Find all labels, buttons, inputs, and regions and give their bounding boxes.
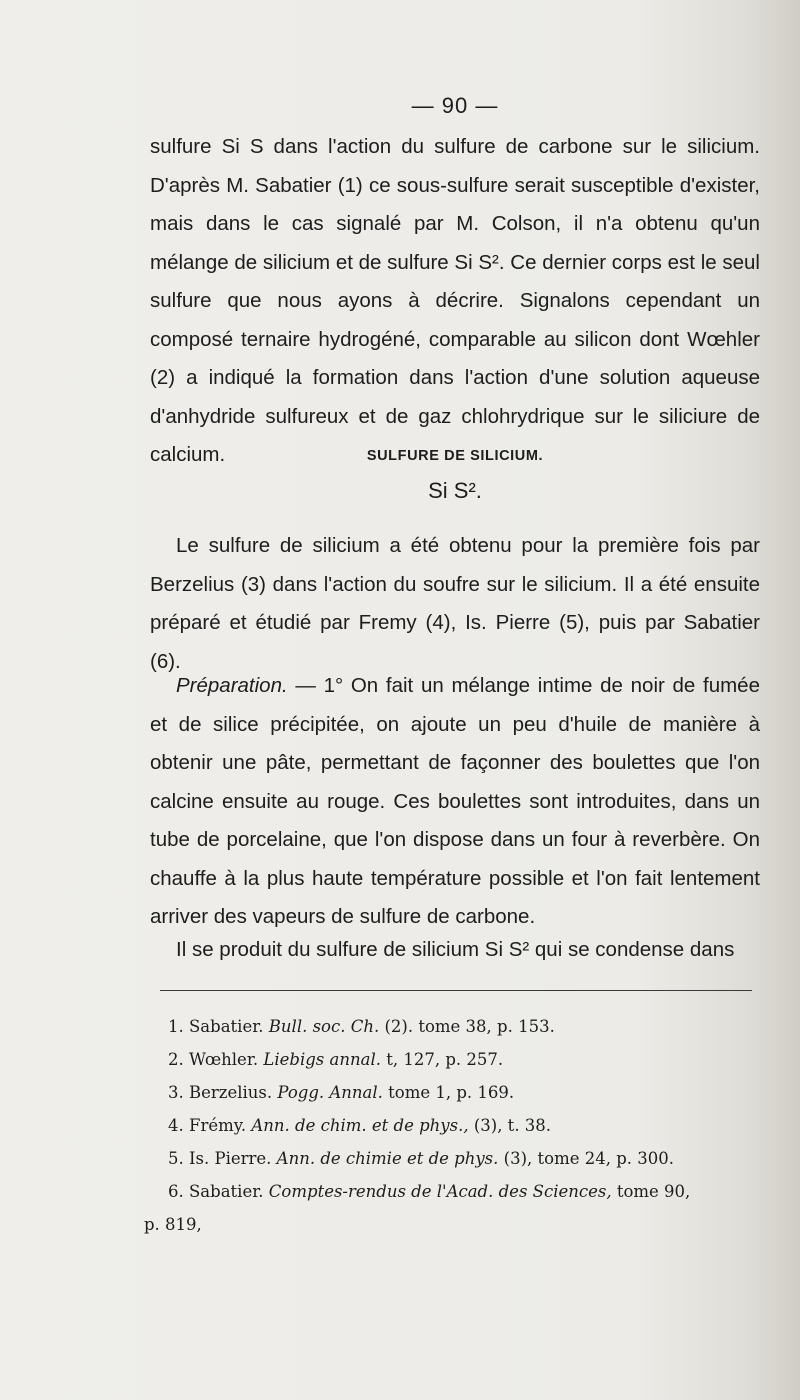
section-formula: Si S². <box>428 478 482 503</box>
paragraph-intro-text: sulfure Si S dans l'action du sulfure de carbone sur le silicium. D'après M. Sabatier (1) ce sous-sulfure serait susceptible d'exister, mais dans le cas signalé par M. Colson, il n'a obtenu qu'un mélange de silicium et de sulfure Si S². Ce dernier corps est le seul sulfure que nous ayons à décrire. Signalons cependant un composé ternaire hydrogéné, comparable au silicon dont Wœhler (2) a indiqué la formation dans l'action d'une solution aqueuse d'anhydride sulfureux et de gaz chlohrydrique sur le siliciure de calcium. <box>150 135 760 466</box>
footnote-source: Pogg. Annal. <box>277 1083 383 1102</box>
page-number: — 90 — <box>411 93 499 118</box>
footnotes <box>144 1010 768 1241</box>
preparation-label: Préparation. <box>176 674 288 697</box>
paragraph-preparation-body <box>150 667 760 937</box>
footnote-source: Liebigs annal. <box>263 1050 381 1069</box>
footnote-continuation: p. 819, <box>144 1215 202 1234</box>
footnote-number: 5. <box>168 1149 184 1168</box>
footnote-details: (2). tome 38, p. 153. <box>379 1017 555 1036</box>
footnote-author: Sabatier. <box>189 1182 264 1201</box>
preparation-text: — 1° On fait un mélange intime de noir de fumée et de silice précipitée, on ajoute un peu d'huile de manière à obtenir une pâte, permettant de façonner des boulettes que l'on calcine ensuite au rouge. Ces boulettes sont introduites, dans un tube de porcelaine, que l'on dispose dans un four à reverbère. On chauffe à la plus haute température possible et l'on fait lentement arriver des vapeurs de sulfure de carbone. <box>150 674 760 928</box>
footnote <box>168 1043 768 1076</box>
footnote-author: Wœhler. <box>189 1050 259 1069</box>
footnote <box>168 1076 768 1109</box>
section-heading: SULFURE DE SILICIUM. <box>366 448 544 464</box>
footnote-source: Bull. soc. Ch. <box>268 1017 380 1036</box>
paragraph-product-text: Il se produit du sulfure de silicium Si S² qui se condense dans <box>176 938 735 961</box>
footnote-number: 3. <box>168 1083 184 1102</box>
footnote <box>168 1142 768 1175</box>
footnote-source: Ann. de chimie et de phys. <box>276 1149 499 1168</box>
footnote-number: 1. <box>168 1017 184 1036</box>
footnote-details: tome 90, <box>611 1182 691 1201</box>
footnote-details: t, 127, p. 257. <box>380 1050 504 1069</box>
footnote-source: Ann. de chim. et de phys., <box>251 1116 469 1135</box>
footnote-source: Comptes-rendus de l'Acad. des Sciences, <box>268 1182 612 1201</box>
footnote-author: Is. Pierre. <box>189 1149 272 1168</box>
footnote-number: 2. <box>168 1050 184 1069</box>
footnote-author: Sabatier. <box>189 1017 264 1036</box>
footnote-details: tome 1, p. 169. <box>382 1083 515 1102</box>
paragraph-history-text: Le sulfure de silicium a été obtenu pour la première fois par Berzelius (3) dans l'action du soufre sur le silicium. Il a été ensuite préparé et étudié par Fremy (4), Is. Pierre (5), puis par Sabatier (6). <box>150 534 760 673</box>
footnote-details: (3), tome 24, p. 300. <box>498 1149 675 1168</box>
footnote-number: 4. <box>168 1116 184 1135</box>
footnote-author: Berzelius. <box>189 1083 273 1102</box>
footnote <box>168 1175 768 1208</box>
paragraph-history <box>150 527 760 681</box>
footnote-number: 6. <box>168 1182 184 1201</box>
footnote <box>168 1109 768 1142</box>
footnote-divider <box>160 990 752 991</box>
paragraph-preparation <box>150 667 760 937</box>
footnote-author: Frémy. <box>189 1116 247 1135</box>
footnote <box>168 1010 768 1043</box>
footnote-details: (3), t. 38. <box>468 1116 552 1135</box>
paragraph-intro <box>150 128 760 475</box>
paragraph-product <box>150 931 760 970</box>
